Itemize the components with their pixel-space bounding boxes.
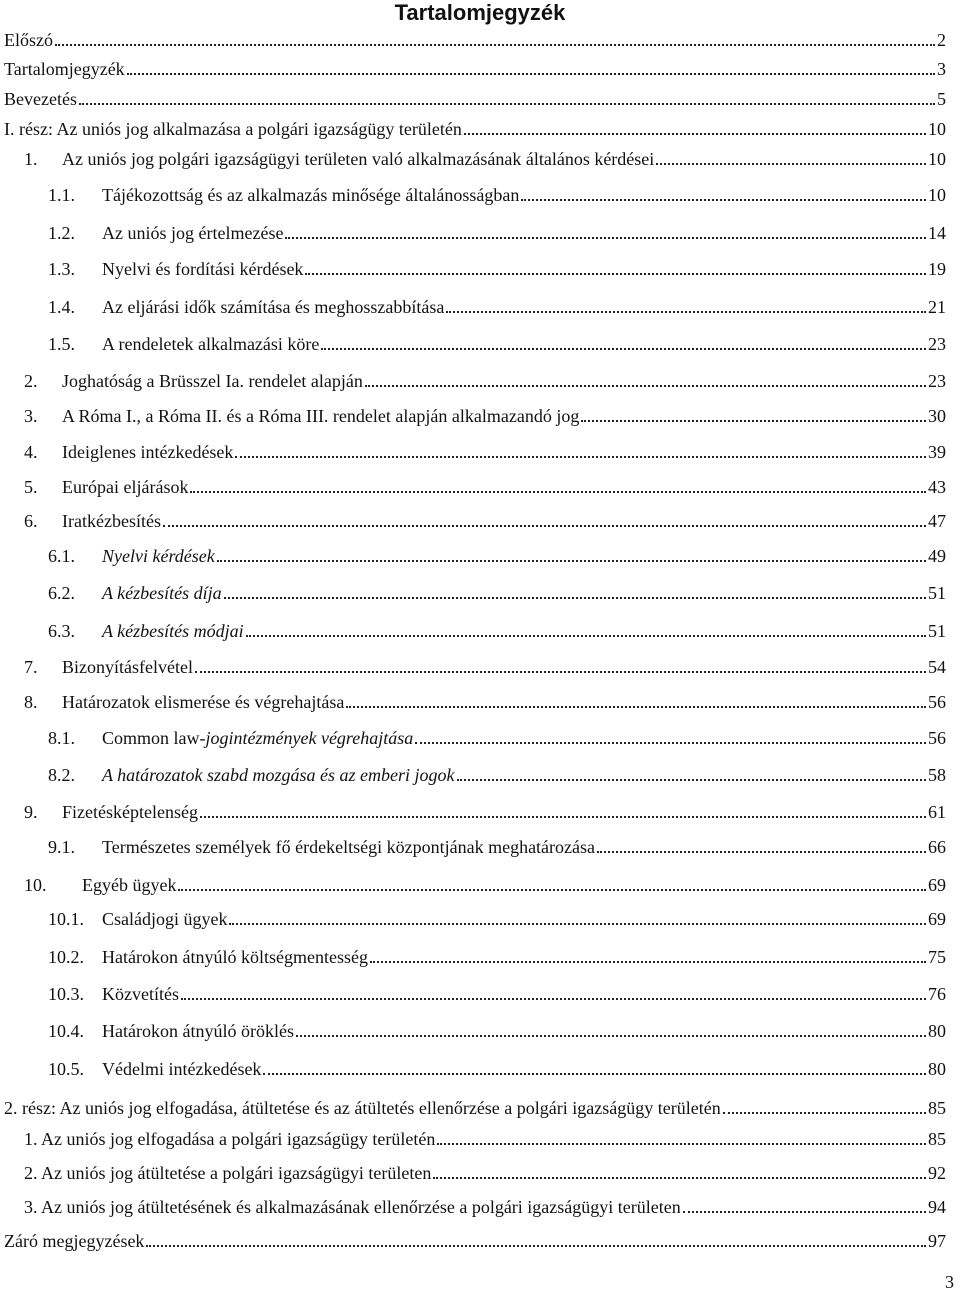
toc-entry-1-2[interactable] [48, 222, 946, 244]
toc-entry-number: 1.4. [48, 297, 75, 317]
toc-entry-zaro-megjegyzesek[interactable] [4, 1230, 946, 1252]
toc-entry-label: Határozatok elismerése és végrehajtása [62, 692, 345, 712]
toc-entry-label: A kézbesítés díja [102, 583, 222, 603]
toc-entry-part-2-3[interactable] [24, 1196, 946, 1218]
toc-entry-page: 94 [928, 1197, 946, 1217]
toc-entry-label: Nyelvi és fordítási kérdések [102, 259, 304, 279]
toc-entry-label: Bevezetés [4, 89, 77, 109]
toc-entry-6-3[interactable] [48, 620, 946, 642]
dot-leader [224, 597, 926, 599]
toc-entry-number: 9. [24, 802, 38, 822]
toc-entry-number: 6.3. [48, 621, 75, 641]
dot-leader [433, 1177, 926, 1179]
dot-leader [457, 779, 927, 781]
toc-entry-8[interactable] [24, 691, 946, 713]
toc-entry-page: 80 [928, 1059, 946, 1079]
toc-entry-label: Az uniós jog értelmezése [102, 223, 284, 243]
toc-entry-number: 8. [24, 692, 38, 712]
toc-entry-8-1[interactable] [48, 727, 946, 749]
toc-entry-page: 58 [928, 765, 946, 785]
dot-leader [235, 456, 926, 458]
toc-entry-label: Természetes személyek fő érdekeltségi központjának meghatározása [102, 837, 596, 857]
toc-entry-number: 1.3. [48, 259, 75, 279]
toc-entry-1-3[interactable] [48, 258, 946, 280]
dot-leader [285, 237, 926, 239]
toc-entry-10-5[interactable] [48, 1058, 946, 1080]
toc-entry-1-4[interactable] [48, 296, 946, 318]
toc-entry-number: 10.3. [48, 984, 84, 1004]
toc-entry-page: 85 [928, 1129, 946, 1149]
dot-leader [190, 491, 926, 493]
toc-entry-10[interactable] [24, 874, 946, 896]
toc-entry-8-2[interactable] [48, 764, 946, 786]
toc-entry-label: Joghatóság a Brüsszel Ia. rendelet alapján [62, 371, 363, 391]
toc-entry-label: Határokon átnyúló öröklés [102, 1021, 294, 1041]
toc-entry-4[interactable] [24, 441, 946, 463]
toc-entry-page: 66 [928, 837, 946, 857]
toc-entry-part-2-1[interactable] [24, 1128, 946, 1150]
toc-entry-label [102, 727, 413, 749]
toc-entry-number: 8.1. [48, 728, 75, 748]
toc-entry-part-2[interactable] [4, 1097, 946, 1119]
toc-entry-page: 92 [928, 1163, 946, 1183]
toc-entry-number: 10.1. [48, 909, 84, 929]
dot-leader [200, 816, 926, 818]
toc-entry-1-1[interactable] [48, 184, 946, 206]
dot-leader [683, 1211, 926, 1213]
toc-entry-page: 21 [928, 297, 946, 317]
toc-entry-label: Iratkézbesítés [62, 511, 161, 531]
toc-entry-number: 10.2. [48, 947, 84, 967]
toc-entry-2[interactable] [24, 370, 946, 392]
toc-entry-page: 14 [928, 223, 946, 243]
toc-entry-number: 3. [24, 406, 38, 426]
toc-entry-number: 1.1. [48, 185, 75, 205]
toc-entry-number: 5. [24, 477, 38, 497]
toc-entry-page: 54 [928, 657, 946, 677]
toc-entry-label: Záró megjegyzések [4, 1231, 145, 1251]
toc-entry-page: 30 [928, 406, 946, 426]
dot-leader [296, 1035, 926, 1037]
toc-entry-page: 43 [928, 477, 946, 497]
toc-entry-label: Tájékozottság és az alkalmazás minősége általánosságban [102, 185, 520, 205]
toc-entry-label: Az eljárási idők számítása és meghosszabbítása [102, 297, 445, 317]
toc-entry-label: Határokon átnyúló költségmentesség [102, 947, 368, 967]
toc-entry-5[interactable] [24, 476, 946, 498]
toc-entry-number: 10.5. [48, 1059, 84, 1079]
toc-entry-page: 49 [928, 546, 946, 566]
toc-entry-page: 56 [928, 728, 946, 748]
toc-entry-page: 80 [928, 1021, 946, 1041]
toc-entry-label: A kézbesítés módjai [102, 621, 244, 641]
toc-entry-number: 6.2. [48, 583, 75, 603]
toc-entry-label: I. rész: Az uniós jog alkalmazása a polgári igazságügy területén [4, 119, 462, 139]
toc-entry-part-1[interactable] [4, 118, 946, 140]
toc-entry-label: Előszó [4, 30, 53, 50]
dot-leader [305, 273, 926, 275]
toc-entry-page: 10 [928, 119, 946, 139]
toc-entry-number: 1.5. [48, 334, 75, 354]
toc-entry-label: 1. Az uniós jog elfogadása a polgári igazságügy területén [24, 1129, 436, 1149]
toc-entry-label: A rendeletek alkalmazási köre [102, 334, 320, 354]
toc-entry-number: 4. [24, 442, 38, 462]
toc-entry-page: 10 [928, 149, 946, 169]
dot-leader [217, 560, 926, 562]
dot-leader [415, 742, 926, 744]
toc-entry-page: 39 [928, 442, 946, 462]
toc-entry-label: Nyelvi kérdések [102, 546, 215, 566]
toc-entry-label: Védelmi intézkedések [102, 1059, 262, 1079]
toc-entry-label: Egyéb ügyek [82, 875, 177, 895]
toc-entry-number: 6. [24, 511, 38, 531]
toc-entry-page: 5 [937, 89, 946, 109]
dot-leader [597, 851, 926, 853]
toc-entry-number: 8.2. [48, 765, 75, 785]
dot-leader [346, 706, 926, 708]
dot-leader [723, 1112, 926, 1114]
toc-entry-page: 56 [928, 692, 946, 712]
dot-leader [127, 73, 935, 75]
toc-entry-label: Az uniós jog polgári igazságügyi területen való alkalmazásának általános kérdései [62, 149, 655, 169]
toc-entry-page: 51 [928, 621, 946, 641]
toc-entry-6[interactable] [24, 510, 946, 532]
toc-entry-page: 76 [928, 984, 946, 1004]
toc-entry-page: 97 [928, 1231, 946, 1251]
toc-entry-label: A határozatok szabd mozgása és az emberi jogok [102, 765, 455, 785]
toc-entry-tartalomjegyzek[interactable] [4, 58, 946, 80]
dot-leader [464, 133, 926, 135]
toc-entry-page: 2 [937, 30, 946, 50]
toc-entry-6-1[interactable] [48, 545, 946, 567]
toc-entry-page: 19 [928, 259, 946, 279]
toc-entry-label: A Róma I., a Róma II. és a Róma III. rendelet alapján alkalmazandó jog [62, 406, 580, 426]
dot-leader [55, 44, 935, 46]
dot-leader [229, 923, 926, 925]
toc-entry-label: Bizonyításfelvétel [62, 657, 193, 677]
dot-leader [437, 1143, 926, 1145]
toc-entry-1[interactable] [24, 148, 946, 170]
toc-entry-eloszo[interactable] [4, 29, 946, 51]
toc-entry-label-plain: Common law- [102, 728, 206, 748]
dot-leader [321, 348, 926, 350]
toc-entry-part-2-2[interactable] [24, 1162, 946, 1184]
dot-leader [163, 525, 926, 527]
toc-entry-page: 61 [928, 802, 946, 822]
toc-entry-9-1[interactable] [48, 836, 946, 858]
dot-leader [370, 961, 926, 963]
toc-entry-page: 69 [928, 909, 946, 929]
toc-entry-label: Tartalomjegyzék [4, 59, 125, 79]
toc-entry-number: 10. [24, 875, 47, 895]
toc-entry-page: 10 [928, 185, 946, 205]
toc-entry-label: 3. Az uniós jog átültetésének és alkalmazásának ellenőrzése a polgári igazságügyi területen [24, 1197, 681, 1217]
dot-leader [195, 671, 926, 673]
toc-entry-number: 6.1. [48, 546, 75, 566]
toc-entry-page: 23 [928, 371, 946, 391]
toc-entry-page: 69 [928, 875, 946, 895]
toc-entry-number: 7. [24, 657, 38, 677]
toc-entry-label: 2. Az uniós jog átültetése a polgári igazságügyi területen [24, 1163, 432, 1183]
dot-leader [365, 385, 926, 387]
toc-entry-page: 47 [928, 511, 946, 531]
toc-entry-10-3[interactable] [48, 983, 946, 1005]
toc-entry-label: Fizetésképtelenség [62, 802, 198, 822]
dot-leader [263, 1073, 926, 1075]
toc-entry-label: Ideiglenes intézkedések [62, 442, 234, 462]
toc-entry-label-italic: jogintézmények végrehajtása [205, 728, 414, 748]
dot-leader [656, 163, 926, 165]
toc-entry-number: 2. [24, 371, 38, 391]
toc-entry-10-4[interactable] [48, 1020, 946, 1042]
dot-leader [181, 998, 926, 1000]
toc-entry-number: 9.1. [48, 837, 75, 857]
dot-leader [246, 635, 926, 637]
toc-entry-10-1[interactable] [48, 908, 946, 930]
dot-leader [581, 420, 926, 422]
toc-entry-page: 51 [928, 583, 946, 603]
toc-entry-7[interactable] [24, 656, 946, 678]
dot-leader [79, 103, 935, 105]
dot-leader [521, 199, 926, 201]
toc-entry-page: 85 [928, 1098, 946, 1118]
toc-entry-10-2[interactable] [48, 946, 946, 968]
dot-leader [446, 311, 926, 313]
toc-entry-9[interactable] [24, 801, 946, 823]
toc-entry-label: Közvetítés [102, 984, 179, 1004]
toc-entry-6-2[interactable] [48, 582, 946, 604]
dot-leader [178, 889, 926, 891]
toc-entry-bevezetes[interactable] [4, 88, 946, 110]
toc-entry-number: 1.2. [48, 223, 75, 243]
toc-entry-page: 75 [928, 947, 946, 967]
toc-entry-page: 3 [937, 59, 946, 79]
toc-entry-page: 23 [928, 334, 946, 354]
page-number: 3 [945, 1272, 954, 1292]
toc-entry-label: Európai eljárások [62, 477, 189, 497]
toc-entry-label: 2. rész: Az uniós jog elfogadása, átültetése és az átültetés ellenőrzése a polgári igazságügy területén [4, 1098, 721, 1118]
toc-entry-number: 10.4. [48, 1021, 84, 1041]
toc-entry-number: 1. [24, 149, 38, 169]
toc-entry-3[interactable] [24, 405, 946, 427]
toc-entry-1-5[interactable] [48, 333, 946, 355]
toc-entry-label: Családjogi ügyek [102, 909, 228, 929]
dot-leader [146, 1245, 926, 1247]
page-title: Tartalomjegyzék [394, 0, 566, 25]
